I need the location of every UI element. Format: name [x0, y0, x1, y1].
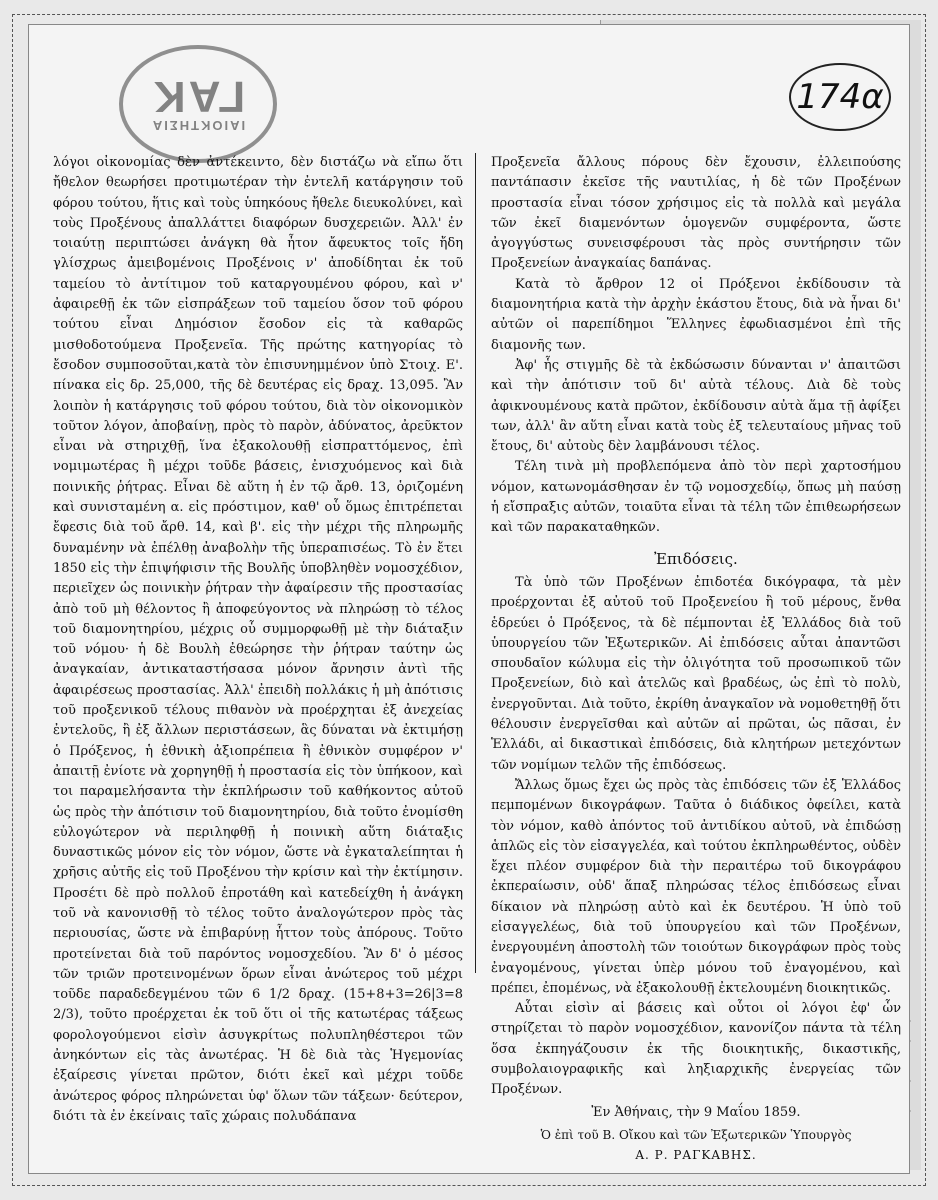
stamp-letters: ΓΑΚ [150, 72, 246, 122]
folio-number: 174α [789, 63, 891, 131]
document-date: Ἐν Ἀθήναις, τὴν 9 Μαΐου 1859. [591, 1104, 801, 1120]
paragraph: Τέλη τινὰ μὴ προβλεπόμενα ἀπὸ τὸν περὶ χαρτοσήμου νόμον, κατωνομάσθησαν ἐν τῷ νομοσχεδίῳ, ὅπως μὴ παύσῃ ἡ εἴσπραξις αὐτῶν, τοιαῦτα εἶναι τὰ τέλη τῶν ἐπιθεωρήσεων καὶ τῶν παρακαταθηκῶν. [491, 459, 901, 536]
section-heading: Ἐπιδόσεις. [654, 549, 738, 568]
left-column [53, 153, 463, 1127]
paragraph: Προξενεῖα ἄλλους πόρους δὲν ἔχουσιν, ἐλλειπούσης παντάπασιν ἐκεῖσε τῆς ναυτιλίας, ἡ δὲ τῶν Προξένων προστασία εἶναι τόσον χρήσιμος εἰς τὰ πολλὰ καὶ μεγάλα τῶν ἐκεῖ διαμενόντων ὁμογενῶν συμφέροντα, ὥστε ἀγογγύστως συνεισφέρουσι τὰς πρὸς συντήρησιν τῶν Προξενείων ἀναγκαίας δαπάνας. [491, 155, 901, 272]
archive-stamp [119, 45, 277, 163]
right-column [491, 153, 901, 1166]
left-column-text: λόγοι οἰκονομίας δὲν ἀντέκειντο, δὲν διστάζω νὰ εἴπω ὅτι ἤθελον θεωρήσει προτιμωτέραν τὴν ἐντελῆ κατάργησιν τοῦ φόρου τούτου, ἥτις καὶ τοὺς ὑπηκόους ἤθελε διευκολύνει, καὶ τοὺς Προξένους ἀπαλλάττει διαφόρων δυσχερειῶν. Ἀλλ' ἐν τοιαύτῃ περιπτώσει ἀνάγκη θὰ ἦτον ἄφευκτος τοῖς ἤδη γλίσχρως ἀμειβομένοις Προξένοις ν' ἀποδίδηται ἐκ τοῦ ταμείου τὸ ἀντίτιμον τοῦ καταργουμένου φόρου, καὶ ν' ἀφαιρεθῇ ἐκ τῶν εἰσπράξεων τοῦ ταμείου ὅσον τοῦ φόρου τούτου εἶναι Δημόσιον ἔσοδον εἰς τὰ καθαρῶς μισθοδοτούμενα Προξενεῖα. Τῆς πρώτης κατηγορίας τὸ ἔσοδον συμποσοῦται,κατὰ τὸν ἐπισυνημμένον ὑπὸ Στοιχ. Ε'. πίνακα εἰς δρ. 25,000, τῆς δὲ δευτέρας εἰς δραχ. 13,095. Ἂν λοιπὸν ἡ κατάργησις τοῦ φόρου τούτου, διὰ τὸν οἰκονομικὸν τοῦτον λόγον, ἀποβαίνῃ, πρὸς τὸ παρὸν, ἀδύνατος, ἀρεῦκτον εἶναι νὰ στηριχθῇ, ἵνα ἐξακολουθῇ εἰσπραττόμενος, ἐπὶ νομιμωτέρας ἢ μέχρι τοῦδε βάσεις, ἐνισχυόμενος καὶ διὰ ποινικῆς ῥήτρας. Εἶναι δὲ αὕτη ἡ ἐν τῷ ἄρθ. 13, ὁριζομένη καὶ συνισταμένη α. εἰς πρόστιμον, καθ' οὗ ὅμως ἐπιτρέπεται ἔφεσις διὰ τοῦ ἄρθ. 14, καὶ β'. εἰς τὴν μέχρι τῆς πληρωμῆς δυναμένην νὰ ἐπέλθῃ ἀναβολὴν τῆς ὑπεραπισέως. Τὸ ἐν ἔτει 1850 εἰς τὴν ἐπιψήφισιν τῆς Βουλῆς ὑποβληθὲν νομοσχέδιον, περιεῖχεν ὡς ποινικὴν ῥήτραν τὴν ἀφαίρεσιν τῆς προστασίας ἀπὸ τοῦ μὴ θέλοντος ἢ ἀποφεύγοντος νὰ πληρώσῃ τὸ τέλος τοῦ διαμονητηρίου, μέχρις οὗ συμμορφωθῇ μὲ τὴν διάταξιν τοῦ νόμου· ἡ δὲ Βουλὴ ἐθεώρησε τὴν ῥήτραν ταύτην ὡς ἀναγκαίαν, ἀντικαταστήσασα μόνον ἄρνησιν ἀντὶ τῆς ἀφαιρέσεως προστασίας. Ἀλλ' ἐπειδὴ πολλάκις ἡ μὴ ἀπότισις τοῦ προξενικοῦ τέλους πιθανὸν νὰ προέρχηται ἐξ ἀνεχείας ἐντελοῦς, ἢ ἐξ ἄλλων περιστάσεων, ἃς δύναται νὰ ἐκτιμήσῃ ὁ Πρόξενος, ἡ ἐθνικὴ ἀξιοπρέπεια ἢ ἐθνικὸν συμφέρον ν' ἀπαιτῇ ἐνίοτε νὰ χορηγηθῇ ἡ προστασία εἰς τὸν ὑπήκοον, καὶ τοι παραμελήσαντα τὴν ἐκπλήρωσιν τοῦ καθήκοντος αὐτοῦ ὡς πρὸς τὴν ἀπότισιν τοῦ διαμονητηρίου, διὰ τοῦτο ἐνομίσθη εὐλογώτερον νὰ περιληφθῇ ἡ ποινικὴ αὕτη διάταξις δυναστικῶς μόνον εἰς τὸν νόμον, ὥστε νὰ ἐγκαταλείπηται ἡ χρῆσις αὐτῆς εἰς τοῦ Προξένου τὴν κρίσιν καὶ τὴν ἐκτίμησιν. Προσέτι δὲ πρὸ πολλοῦ ἐπροτάθη καὶ κατεδείχθη ἡ ἀνάγκη τοῦ νὰ κανονισθῇ τὸ τέλος τοῦτο ἀναλογώτερον πρὸς τὰς περιουσίας, ὥστε νὰ ἐπιβαρύνῃ ἧττον τοὺς ἀπόρους. Τοῦτο προτείνεται διὰ τοῦ παρόντος νομοσχεδίου. Ἂν δ' ὁ μέσος τῶν τριῶν προτεινομένων ὅρων εἶναι ἀνώτερος τοῦ μέχρι τοῦδε παραδεδεγμένου τῶν 6 1/2 δραχ. (15+8+3=26|3=8 2/3), τοῦτο προέρχεται ἐκ τοῦ ὅτι οἱ τῆς κατωτέρας τάξεως φορολογούμενοι εἰσὶν ἀσυγκρίτως πολυπληθέστεροι τῶν ἀνηκόντων εἰς τὰς ἀνωτέρας. Ἡ δὲ διὰ τὰς Ἡγεμονίας ἐξαίρεσις γίνεται πρῶτον, διότι ἐκεῖ καὶ μέχρι τοῦδε ἀνώτερος φόρος πληρώνεται ὑφ' ὅλων τῶν τάξεων· δεύτερον, διότι τὰ ἐν ἐκείναις ταῖς χώραις πολυδάπανα [53, 155, 463, 1124]
document-page [28, 24, 910, 1174]
paragraph: Αὗται εἰσὶν αἱ βάσεις καὶ οὗτοι οἱ λόγοι ἐφ' ὧν στηρίζεται τὸ παρὸν νομοσχέδιον, κανονίζον πάντα τὰ τέλη ὅσα ἐκπηγάζουσιν ἐκ τῆς διοικητικῆς, δικαστικῆς, συμβολαιογραφικῆς καὶ ληξιαρχικῆς ἐνεργείας τῶν Προξένων. [491, 1001, 901, 1098]
signature-title: Ὁ ἐπὶ τοῦ Β. Οἴκου καὶ τῶν Ἐξωτερικῶν Ὑπουργὸς [540, 1127, 852, 1142]
column-divider [475, 153, 476, 973]
paragraph: Κατὰ τὸ ἄρθρον 12 οἱ Πρόξενοι ἐκδίδουσιν τὰ διαμονητήρια κατὰ τὴν ἀρχὴν ἑκάστου ἔτους, διὰ νὰ ἦναι δι' αὐτῶν οἱ παρεπίδημοι Ἕλληνες ἐφωδιασμένοι ἐπὶ τῆς διαμονῆς των. [491, 276, 901, 353]
paragraph: Τὰ ὑπὸ τῶν Προξένων ἐπιδοτέα δικόγραφα, τὰ μὲν προέρχονται ἐξ αὐτοῦ τοῦ Προξενείου ἢ τοῦ μέρους, ἔνθα ἑδρεύει ὁ Πρόξενος, τὰ δὲ πέμπονται ἐξ Ἑλλάδος διὰ τοῦ ὑπουργείου τῶν Ἐξωτερικῶν. Αἱ ἐπιδόσεις αὗται ἀπαντῶσι σπουδαῖον κώλυμα εἰς τὴν ὀλιγότητα τοῦ προσωπικοῦ τῶν Προξενείων, διὸ καὶ ἀτελῶς καὶ βραδέως, ὡς ἐπὶ τὸ πολὺ, ἐνεργοῦνται. Διὰ τοῦτο, ἐκρίθη ἀναγκαῖον νὰ νομοθετηθῇ ὅτι θέλουσιν ἐνεργεῖσθαι καὶ αὐτῶν αἱ πρῶται, ὡς πᾶσαι, ἐν Ἑλλάδι, αἱ δικαστικαὶ ἐπιδόσεις, διὰ κλητήρων μετεχόντων τῶν νομίμων τελῶν τῆς ἐπιδόσεως. [491, 574, 901, 773]
text-columns [53, 153, 901, 1163]
stamp-ring-text: ΙΑΙΟΚΤΗΣΙΑ [150, 118, 246, 134]
paragraph: Ἄλλως ὅμως ἔχει ὡς πρὸς τὰς ἐπιδόσεις τῶν ἐξ Ἑλλάδος πεμπομένων δικογράφων. Ταῦτα ὁ διάδικος ὀφείλει, κατὰ τὸν νόμον, καθὸ ἀπόντος τοῦ ἀντιδίκου αὐτοῦ, νὰ ἐπιδώσῃ ἁπλῶς εἰς τὸν εἰσαγγελέα, καὶ τούτου ἐκπληρωθέντος, οὐδὲν ἔχει πλέον συμφέρον διὰ τὴν περαιτέρω τοῦ δικογράφου ἐκπεραίωσιν, οὐδ' ἅπαξ πληρώσας τέλος ἐπιδόσεως εἶναι δίκαιον νὰ πληρώσῃ αὐτὸ καὶ ἐκ δευτέρου. Ἡ ὑπὸ τοῦ εἰσαγγελέως, διὰ τοῦ ὑπουργείου καὶ τῶν Προξένων, ἐνεργουμένη ἀποστολὴ τῶν τοιούτων δικογράφων πρὸς τοὺς ἐναγομένους, γίνεται ὑπὲρ μόνου τοῦ ἐναγομένου, καὶ πρέπει, ἐπομένως, νὰ ἐξακολουθῇ ἐκτελουμένη διοικητικῶς. [491, 777, 901, 996]
signature-name: Α. Ρ. ΡΑΓΚΑΒΗΣ. [635, 1148, 757, 1163]
paragraph: Ἀφ' ἧς στιγμῆς δὲ τὰ ἐκδώσωσιν δύνανται ν' ἀπαιτῶσι καὶ τὴν ἀπότισιν τοῦ δι' αὐτὰ τέλους. Διὰ δὲ τοὺς ἀφικνουμένους κατὰ πρῶτον, ἐκδίδουσιν αὐτὰ ἅμα τῇ ἀφίξει των, ἀλλ' ἂν αὕτη εἶναι κατὰ τοὺς ἐξ τελευταίους μῆνας τοῦ ἔτους, δι' αὐτοὺς δὲν λαμβάνουσι τέλος. [491, 357, 901, 455]
